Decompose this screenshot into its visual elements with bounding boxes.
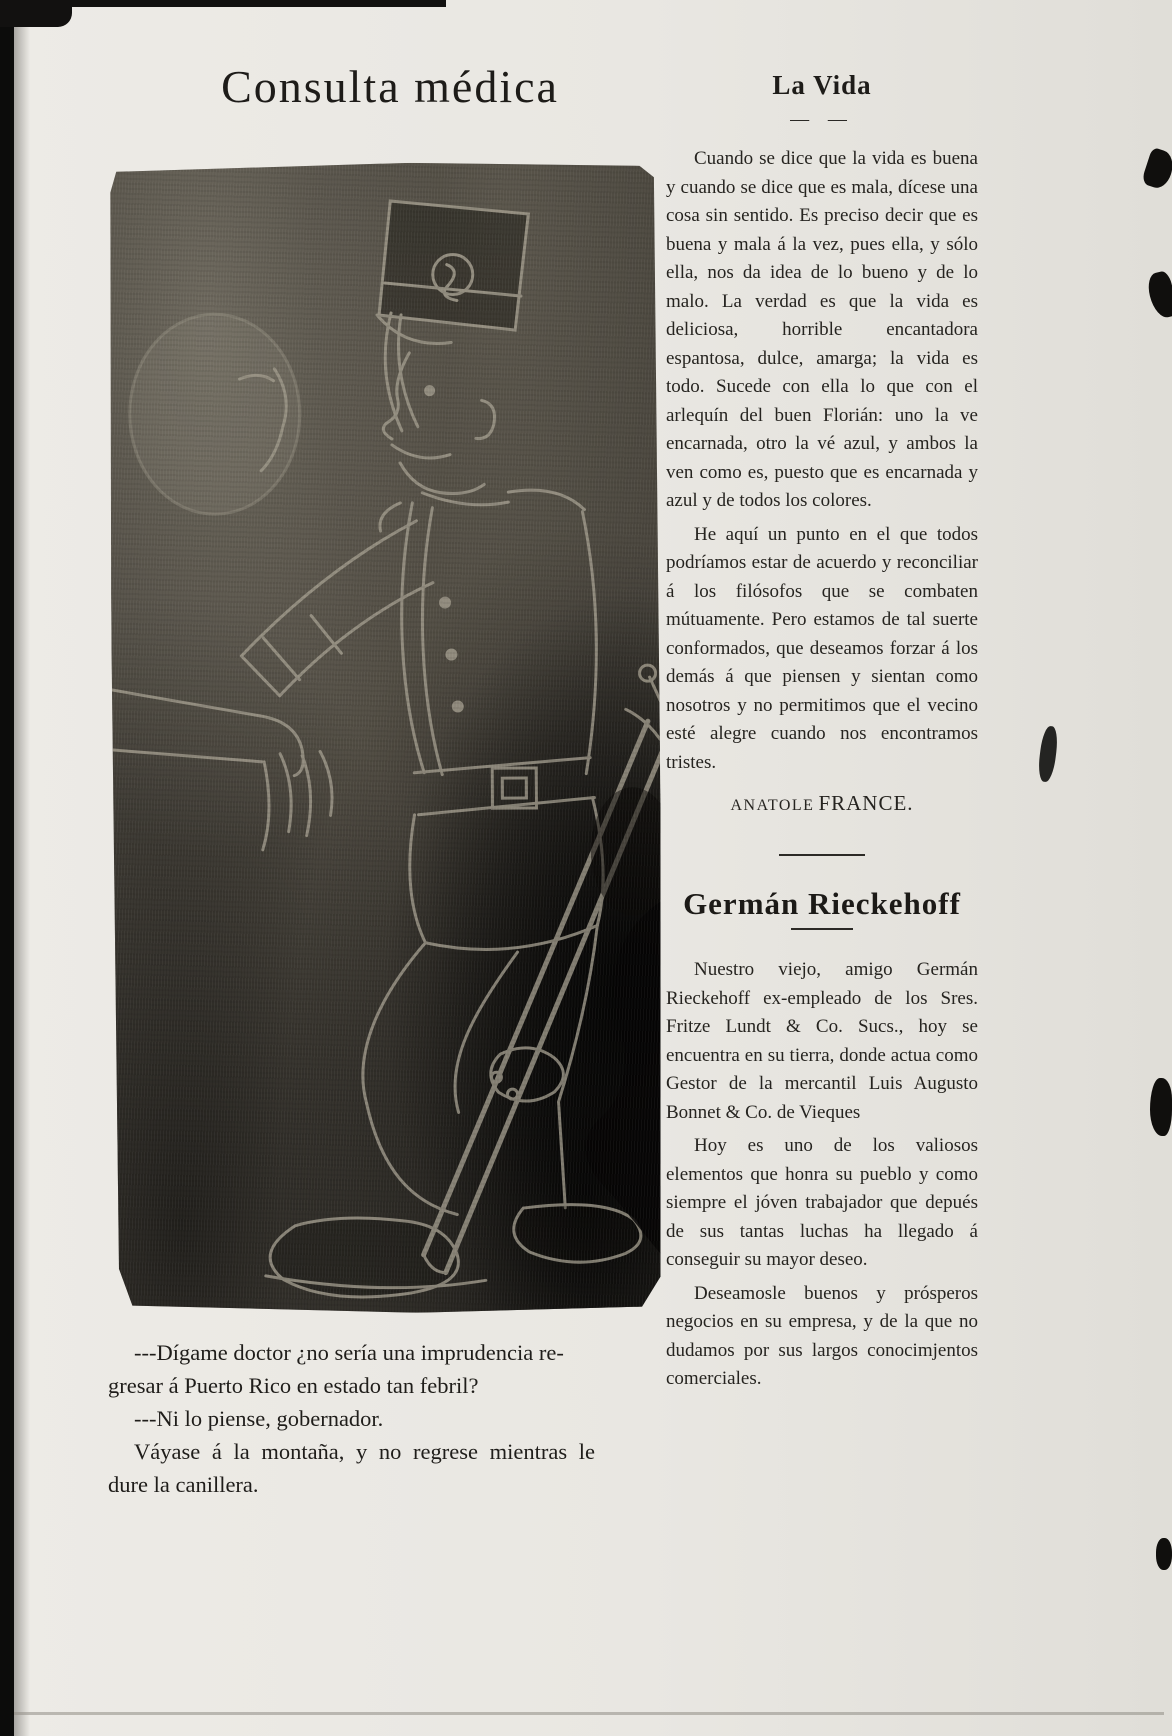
article-title-la-vida: La Vida [772,70,872,100]
scan-edge-shadow [14,0,30,1736]
page-title: Consulta médica [221,61,559,112]
scan-edge-strip [0,0,14,1736]
caption-line: Váyase á la montaña, y no regrese mientras le [134,1439,595,1464]
signature-first-name: ANATOLE [730,797,815,814]
scan-artifact [1037,725,1060,783]
scan-artifact [1141,147,1172,191]
signature-last-name: FRANCE. [818,791,914,815]
scan-artifact [1145,270,1172,320]
divider-rule [791,928,853,930]
article-paragraph: Hoy es uno de los valiosos elementos que honra su pueblo y como siempre el jóven trabajador que depués de sus tantas luchas ha llegado á conseguir su mayor deseo. [666,1135,978,1270]
illustration-plate [108,161,664,1315]
caption-line: ---Ni lo piense, gobernador. [134,1406,384,1431]
scan-artifact [1150,1078,1172,1136]
caption-line: dure la canillera. [108,1472,259,1497]
article-title-german-rieckehoff: Germán Rieckehoff [683,886,961,921]
divider-rule [779,854,865,856]
article-paragraph: Nuestro viejo, amigo Germán Rieckehoff ex-empleado de los Sres. Fritze Lundt & Co. Sucs., hoy se encuentra en su tierra, donde actua como Gestor de la mercantil Luis Augusto Bonnet & Co. de Vieques [666,959,978,1123]
caption-line: ---Dígame doctor ¿no sería una imprudencia re- [134,1340,564,1365]
article-paragraph: He aquí un punto en el que todos podríamos estar de acuerdo y reconciliar á los filósofos que se combaten mútuamente. Pero estamos de tal suerte conformados, que deseamos forzar á los demás á que piensen y sientan como nosotros y no permitimos que el vecino esté alegre cuando nos encontramos tristes. [666,523,978,773]
caption [108,1336,688,1501]
signature [666,791,978,816]
scan-bottom-line [14,1712,1164,1715]
caption-line: gresar á Puerto Rico en estado tan febril? [108,1373,479,1398]
article-paragraph: Cuando se dice que la vida es buena y cuando se dice que es mala, dícese una cosa sin sentido. Es preciso decir que es buena y mala á la vez, pues ella, y sólo ella, nos da idea de lo bueno y de lo malo. La verdad es que la vida es deliciosa, horrible encantadora espantosa, dulce, amarga; la vida es todo. Sucede con ella lo que con el arlequín del buen Florián: uno la ve encarnada, otro la vé azul, y ambos la ven como es, puesto que es encarnada y azul y de todos los colores. [666,148,978,511]
scan-artifact [1156,1538,1172,1570]
article-paragraph: Deseamosle buenos y prósperos negocios en su empresa, y de la que no dudamos por sus largos conocimjentos comerciales. [666,1282,978,1389]
soldier-illustration [108,161,664,1315]
divider-dashes: — — [790,109,854,130]
right-column [666,70,978,1399]
scan-corner-blob [0,0,72,27]
